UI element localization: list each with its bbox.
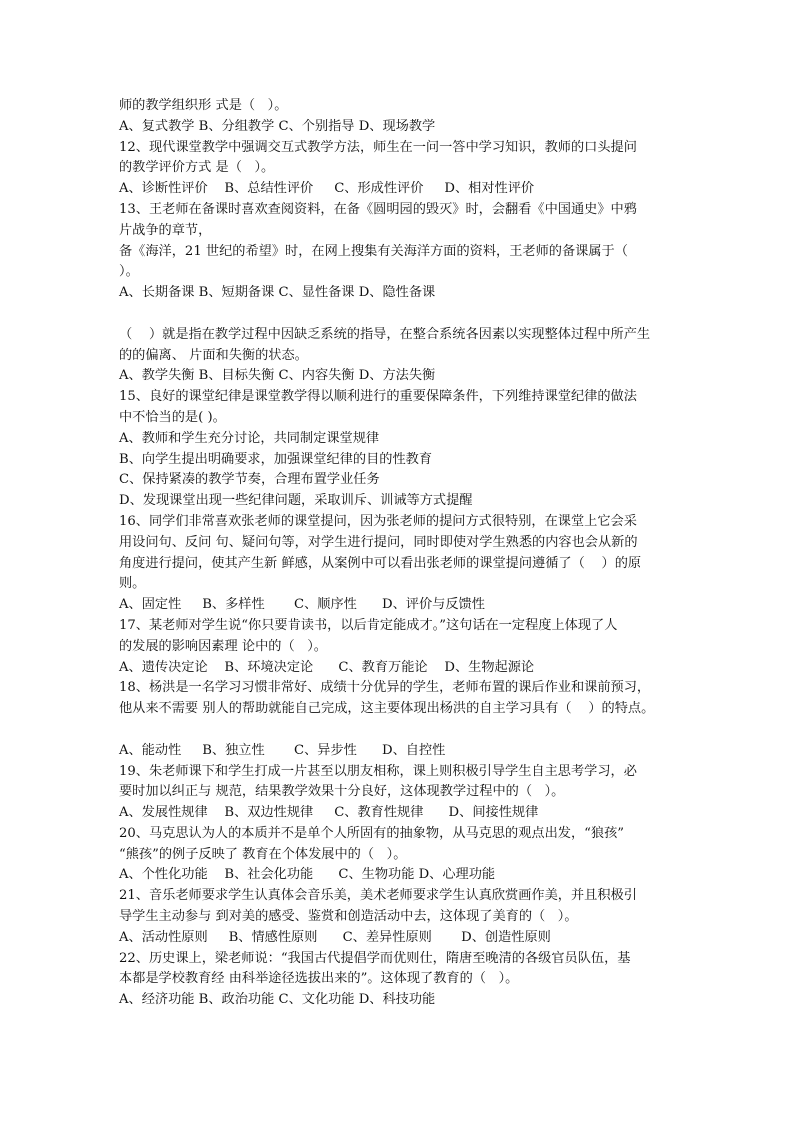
text-line: A、经济功能 B、政治功能 C、文化功能 D、科技功能	[119, 992, 436, 1008]
text-line: A、复式教学 B、分组教学 C、个别指导 D、现场教学	[119, 118, 436, 134]
text-line: A、能动性 B、独立性 C、异步性 D、自控性	[119, 742, 446, 758]
text-line: 导学生主动参与 到对美的感受、鉴赏和创造活动中去，这体现了美育的（ ）。	[119, 909, 578, 925]
text-line: B、向学生提出明确要求，加强课堂纪律的目的性教育	[119, 451, 433, 467]
text-line: 他从来不需要 别人的帮助就能自己完成，这主要体现出杨洪的自主学习具有（ ）的特点。	[119, 701, 655, 717]
text-line: 18、杨洪是一名学习习惯非常好、成绩十分优异的学生，老师布置的课后作业和课前预习，	[119, 680, 651, 696]
text-line: A、诊断性评价 B、总结性评价 C、形成性评价 D、相对性评价	[119, 181, 535, 197]
text-line: 备《海洋，21 世纪的希望》时，在网上搜集有关海洋方面的资料，王老师的备课属于（	[119, 243, 628, 259]
text-line: 的发展的影响因素理 论中的（ ）。	[119, 638, 327, 654]
text-line: 22、历史课上，梁老师说：“我国古代提倡学而优则仕，隋唐至晚清的各级官员队伍，基	[119, 950, 631, 966]
text-line: 的教学评价方式 是（ ）。	[119, 160, 275, 176]
text-line: “熊孩”的例子反映了 教育在个体发展中的（ ）。	[119, 846, 407, 862]
text-line: 则。	[119, 576, 146, 592]
text-line: C、保持紧凑的教学节奏，合理布置学业任务	[119, 472, 380, 488]
text-line: A、遗传决定论 B、环境决定论 C、教育万能论 D、生物起源论	[119, 659, 535, 675]
text-line: 师的教学组织形 式是（ ）。	[119, 98, 288, 113]
text-line: A、活动性原则 B、情感性原则 C、差异性原则 D、创造性原则	[119, 929, 551, 945]
text-line: 的的偏离、 片面和失衡的状态。	[119, 347, 308, 363]
text-line: （ ）就是指在教学过程中因缺乏系统的指导，在整合系统各因素以实现整体过程中所产生	[119, 326, 651, 342]
text-line: A、长期备课 B、短期备课 C、显性备课 D、隐性备课	[119, 285, 436, 301]
text-line: ）。	[119, 264, 139, 280]
blank-line	[119, 304, 681, 325]
text-line: A、个性化功能 B、社会化功能 C、生物功能 D、心理功能	[119, 867, 496, 883]
text-line: 12、现代课堂教学中强调交互式教学方法，师生在一问一答中学习知识，教师的口头提问	[119, 139, 637, 155]
text-line: 19、朱老师课下和学生打成一片甚至以朋友相称，课上则积极引导学生自主思考学习，必	[119, 763, 637, 779]
blank-line	[119, 720, 681, 741]
text-line: D、发现课堂出现一些纪律问题，采取训斥、训诫等方式提醒	[119, 493, 473, 509]
text-line: 角度进行提问，使其产生新 鲜感，从案例中可以看出张老师的课堂提问遵循了（ ）的原	[119, 555, 642, 571]
document-page	[119, 96, 681, 1011]
text-line: A、固定性 B、多样性 C、顺序性 D、评价与反馈性	[119, 597, 485, 613]
text-line: 15、良好的课堂纪律是课堂教学得以顺利进行的重要保障条件，下列维持课堂纪律的做法	[119, 389, 637, 405]
text-line: A、发展性规律 B、双边性规律 C、教育性规律 D、间接性规律	[119, 805, 539, 821]
text-line: 要时加以纠正与 规范，结果教学效果十分良好，这体现教学过程中的（ ）。	[119, 784, 565, 800]
text-line: 21、音乐老师要求学生认真体会音乐美，美术老师要求学生认真欣赏画作美，并且积极引	[119, 888, 637, 904]
text-line: 用设问句、反问 句、疑问句等，对学生进行提问，同时即使对学生熟悉的内容也会从新的	[119, 534, 638, 550]
text-line: 片战争的章节，	[119, 222, 212, 238]
text-line: 中不恰当的是( )。	[119, 409, 226, 425]
text-line: A、教学失衡 B、目标失衡 C、内容失衡 D、方法失衡	[119, 368, 436, 384]
text-line: 本都是学校教育经 由科举途径选拔出来的”。这体现了教育的（ ）。	[119, 971, 519, 987]
text-line: 16、同学们非常喜欢张老师的课堂提问，因为张老师的提问方式很特别，在课堂上它会采	[119, 513, 637, 529]
text-line: 13、王老师在备课时喜欢查阅资料，在备《圆明园的毁灭》时，会翻看《中国通史》中鸦	[119, 201, 637, 217]
text-line: A、教师和学生充分讨论，共同制定课堂规律	[119, 430, 380, 446]
text-line: 20、马克思认为人的本质并不是单个人所固有的抽象物，从马克思的观点出发，“狼孩”	[119, 825, 625, 841]
text-line: 17、某老师对学生说“你只要肯读书，以后肯定能成才。”这句话在一定程度上体现了人	[119, 617, 618, 633]
